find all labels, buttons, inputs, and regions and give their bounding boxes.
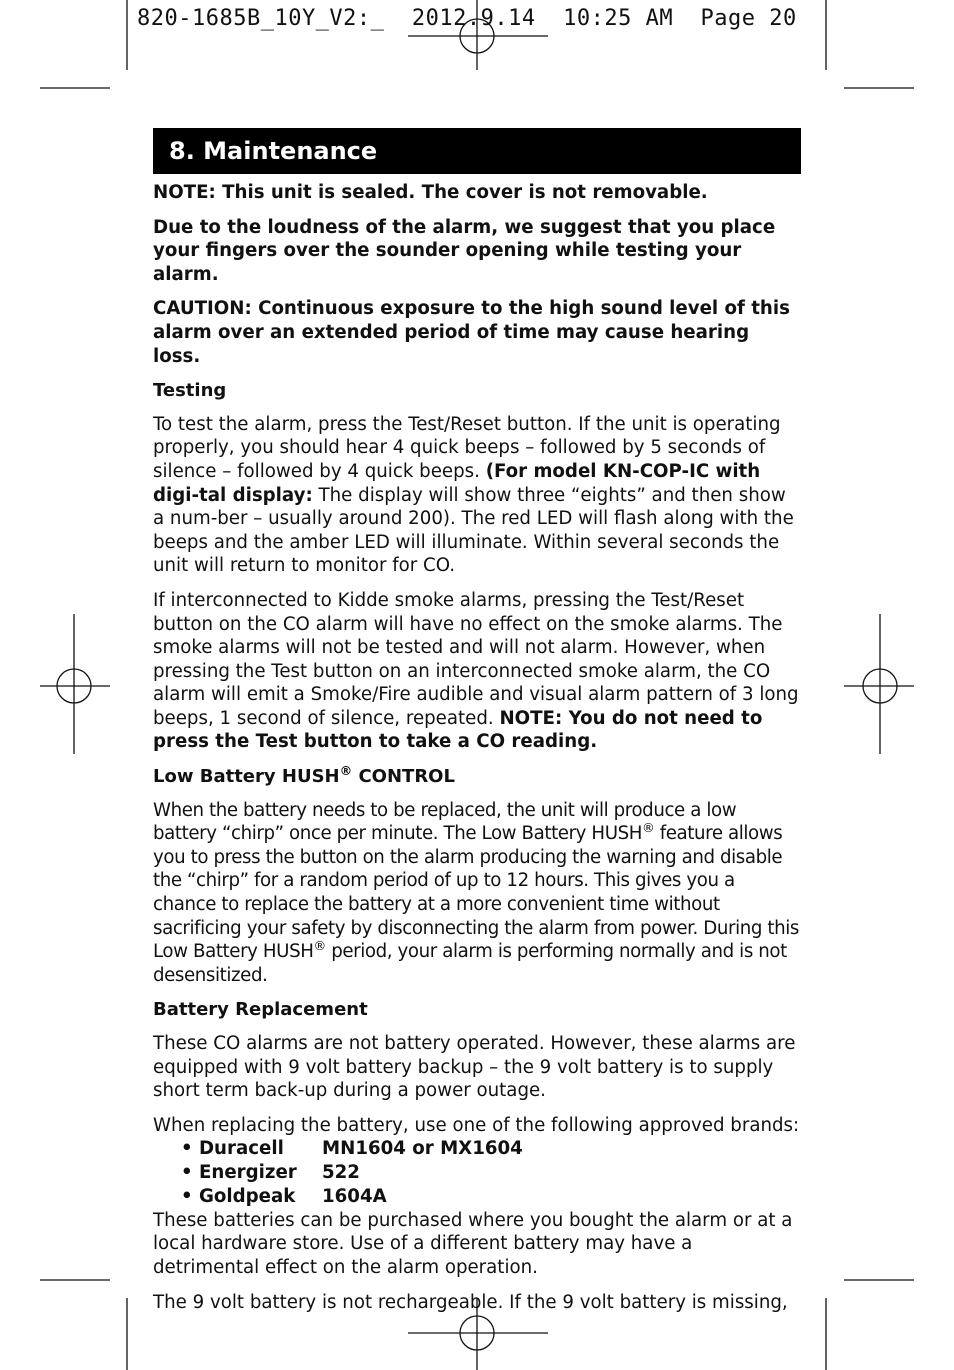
- battery-paragraph-4: The 9 volt battery is not rechargeable. If the 9 volt battery is missing,: [153, 1291, 788, 1313]
- battery-heading: Battery Replacement: [153, 999, 368, 1021]
- note-loudness: Due to the loudness of the alarm, we suggest that you place your fingers over the sounder opening while testing your alarm.: [153, 216, 776, 285]
- list-item: • Duracell MN1604 or MX1604: [181, 1138, 523, 1160]
- testing-paragraph-2: If interconnected to Kidde smoke alarms, pressing the Test/Reset button on the CO alarm will have no effect on the smoke alarms. The smoke alarms will not be tested and will not alarm. However, when pressing the Test button on an interconnected smoke alarm, the CO alarm will emit a Smoke/Fire audible and visual alarm pattern of 3 long beeps, 1 second of silence, repeated. NOTE: You do not need to press the Test button to take a CO reading.: [153, 589, 799, 753]
- note-sealed: NOTE: This unit is sealed. The cover is not removable.: [153, 182, 708, 203]
- section-title: 8. Maintenance: [153, 128, 801, 174]
- hush-heading: Low Battery HUSH® CONTROL: [153, 763, 455, 788]
- testing-heading: Testing: [153, 380, 227, 402]
- battery-paragraph-3: These batteries can be purchased where you bought the alarm or at a local hardware store. Use of a different battery may have a detrimental effect on the alarm operation.: [153, 1209, 793, 1278]
- print-slug: 820-1685B_10Y_V2:_ 2012.9.14 10:25 AM Page 20: [137, 6, 797, 31]
- brand-list: [153, 1137, 801, 1208]
- testing-paragraph-1: To test the alarm, press the Test/Reset button. If the unit is operating properly, you should hear 4 quick beeps – followed by 5 seconds of silence – followed by 4 quick beeps. (For model KN-COP-IC with digi-tal display: The display will show three “eights” and then show a num-ber – usually around 200). The red LED will flash along with the beeps and the amber LED will illuminate. Within several seconds the unit will return to monitor for CO.: [153, 413, 794, 577]
- list-item: • Goldpeak 1604A: [181, 1185, 387, 1207]
- hush-paragraph: When the battery needs to be replaced, the unit will produce a low battery “chirp” once per minute. The Low Battery HUSH® feature allows you to press the button on the alarm producing the warning and disable the “chirp” for a random period of up to 12 hours. This gives you a chance to replace the battery at a more convenient time without sacrificing your safety by disconnecting the alarm from power. During this Low Battery HUSH® period, your alarm is performing normally and is not desensitized.: [153, 799, 799, 986]
- battery-paragraph-1: These CO alarms are not battery operated. However, these alarms are equipped with 9 volt battery backup – the 9 volt battery is to supply short term back-up during a power outage.: [153, 1033, 796, 1102]
- list-item: • Energizer 522: [181, 1162, 360, 1184]
- battery-paragraph-2: When replacing the battery, use one of the following approved brands:: [153, 1114, 800, 1136]
- page-content: [153, 128, 801, 1325]
- caution-note: CAUTION: Continuous exposure to the high sound level of this alarm over an extended period of time may cause hearing loss.: [153, 298, 790, 367]
